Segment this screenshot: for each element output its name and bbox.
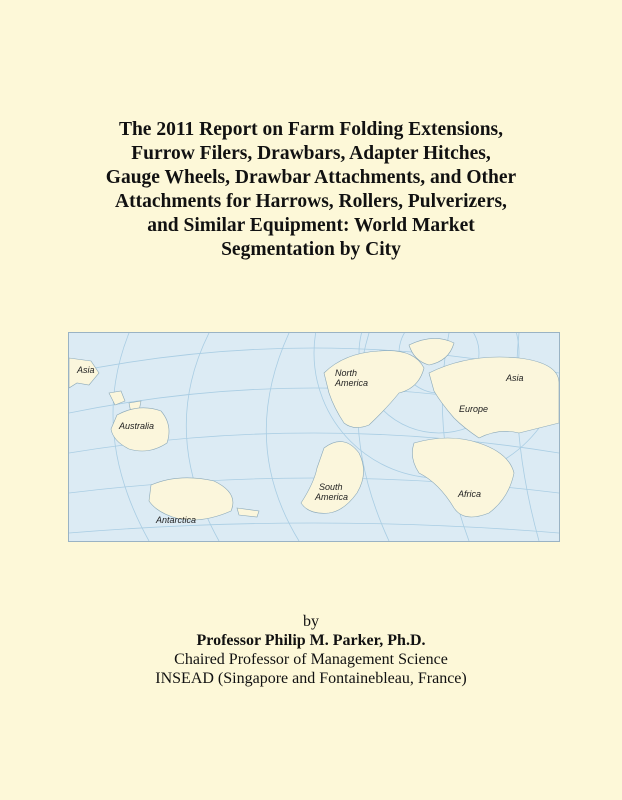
world-map-graphic bbox=[69, 333, 559, 541]
map-label-antarctica: Antarctica bbox=[156, 515, 197, 525]
map-label-africa: Africa bbox=[458, 489, 482, 499]
title-line: Gauge Wheels, Drawbar Attachments, and Other bbox=[105, 167, 517, 188]
map-label-asia-left: Asia bbox=[77, 365, 95, 375]
map-label-asia-right: Asia bbox=[506, 373, 524, 383]
title-line: Segmentation by City bbox=[221, 239, 401, 260]
author-name: Professor Philip M. Parker, Ph.D. bbox=[196, 632, 426, 649]
map-label-north-america-line2: America bbox=[335, 378, 369, 388]
title-line: and Similar Equipment: World Market bbox=[147, 215, 475, 236]
map-label-south-america-line1: South bbox=[319, 482, 343, 492]
author-position: Chaired Professor of Management Science bbox=[174, 651, 448, 668]
world-map bbox=[68, 332, 560, 542]
map-label-australia: Australia bbox=[119, 421, 155, 431]
by-label: by bbox=[303, 613, 319, 630]
book-title bbox=[40, 118, 582, 262]
map-label-europe: Europe bbox=[459, 404, 489, 414]
author-block bbox=[0, 612, 622, 688]
map-label-south-america-line2: America bbox=[315, 492, 349, 502]
title-line: Furrow Filers, Drawbars, Adapter Hitches, bbox=[131, 143, 491, 164]
map-label-north-america-line1: North bbox=[335, 368, 358, 378]
author-affiliation: INSEAD (Singapore and Fontainebleau, France) bbox=[155, 670, 467, 687]
title-line: Attachments for Harrows, Rollers, Pulverizers, bbox=[115, 191, 507, 212]
title-line: The 2011 Report on Farm Folding Extensions, bbox=[118, 119, 504, 140]
